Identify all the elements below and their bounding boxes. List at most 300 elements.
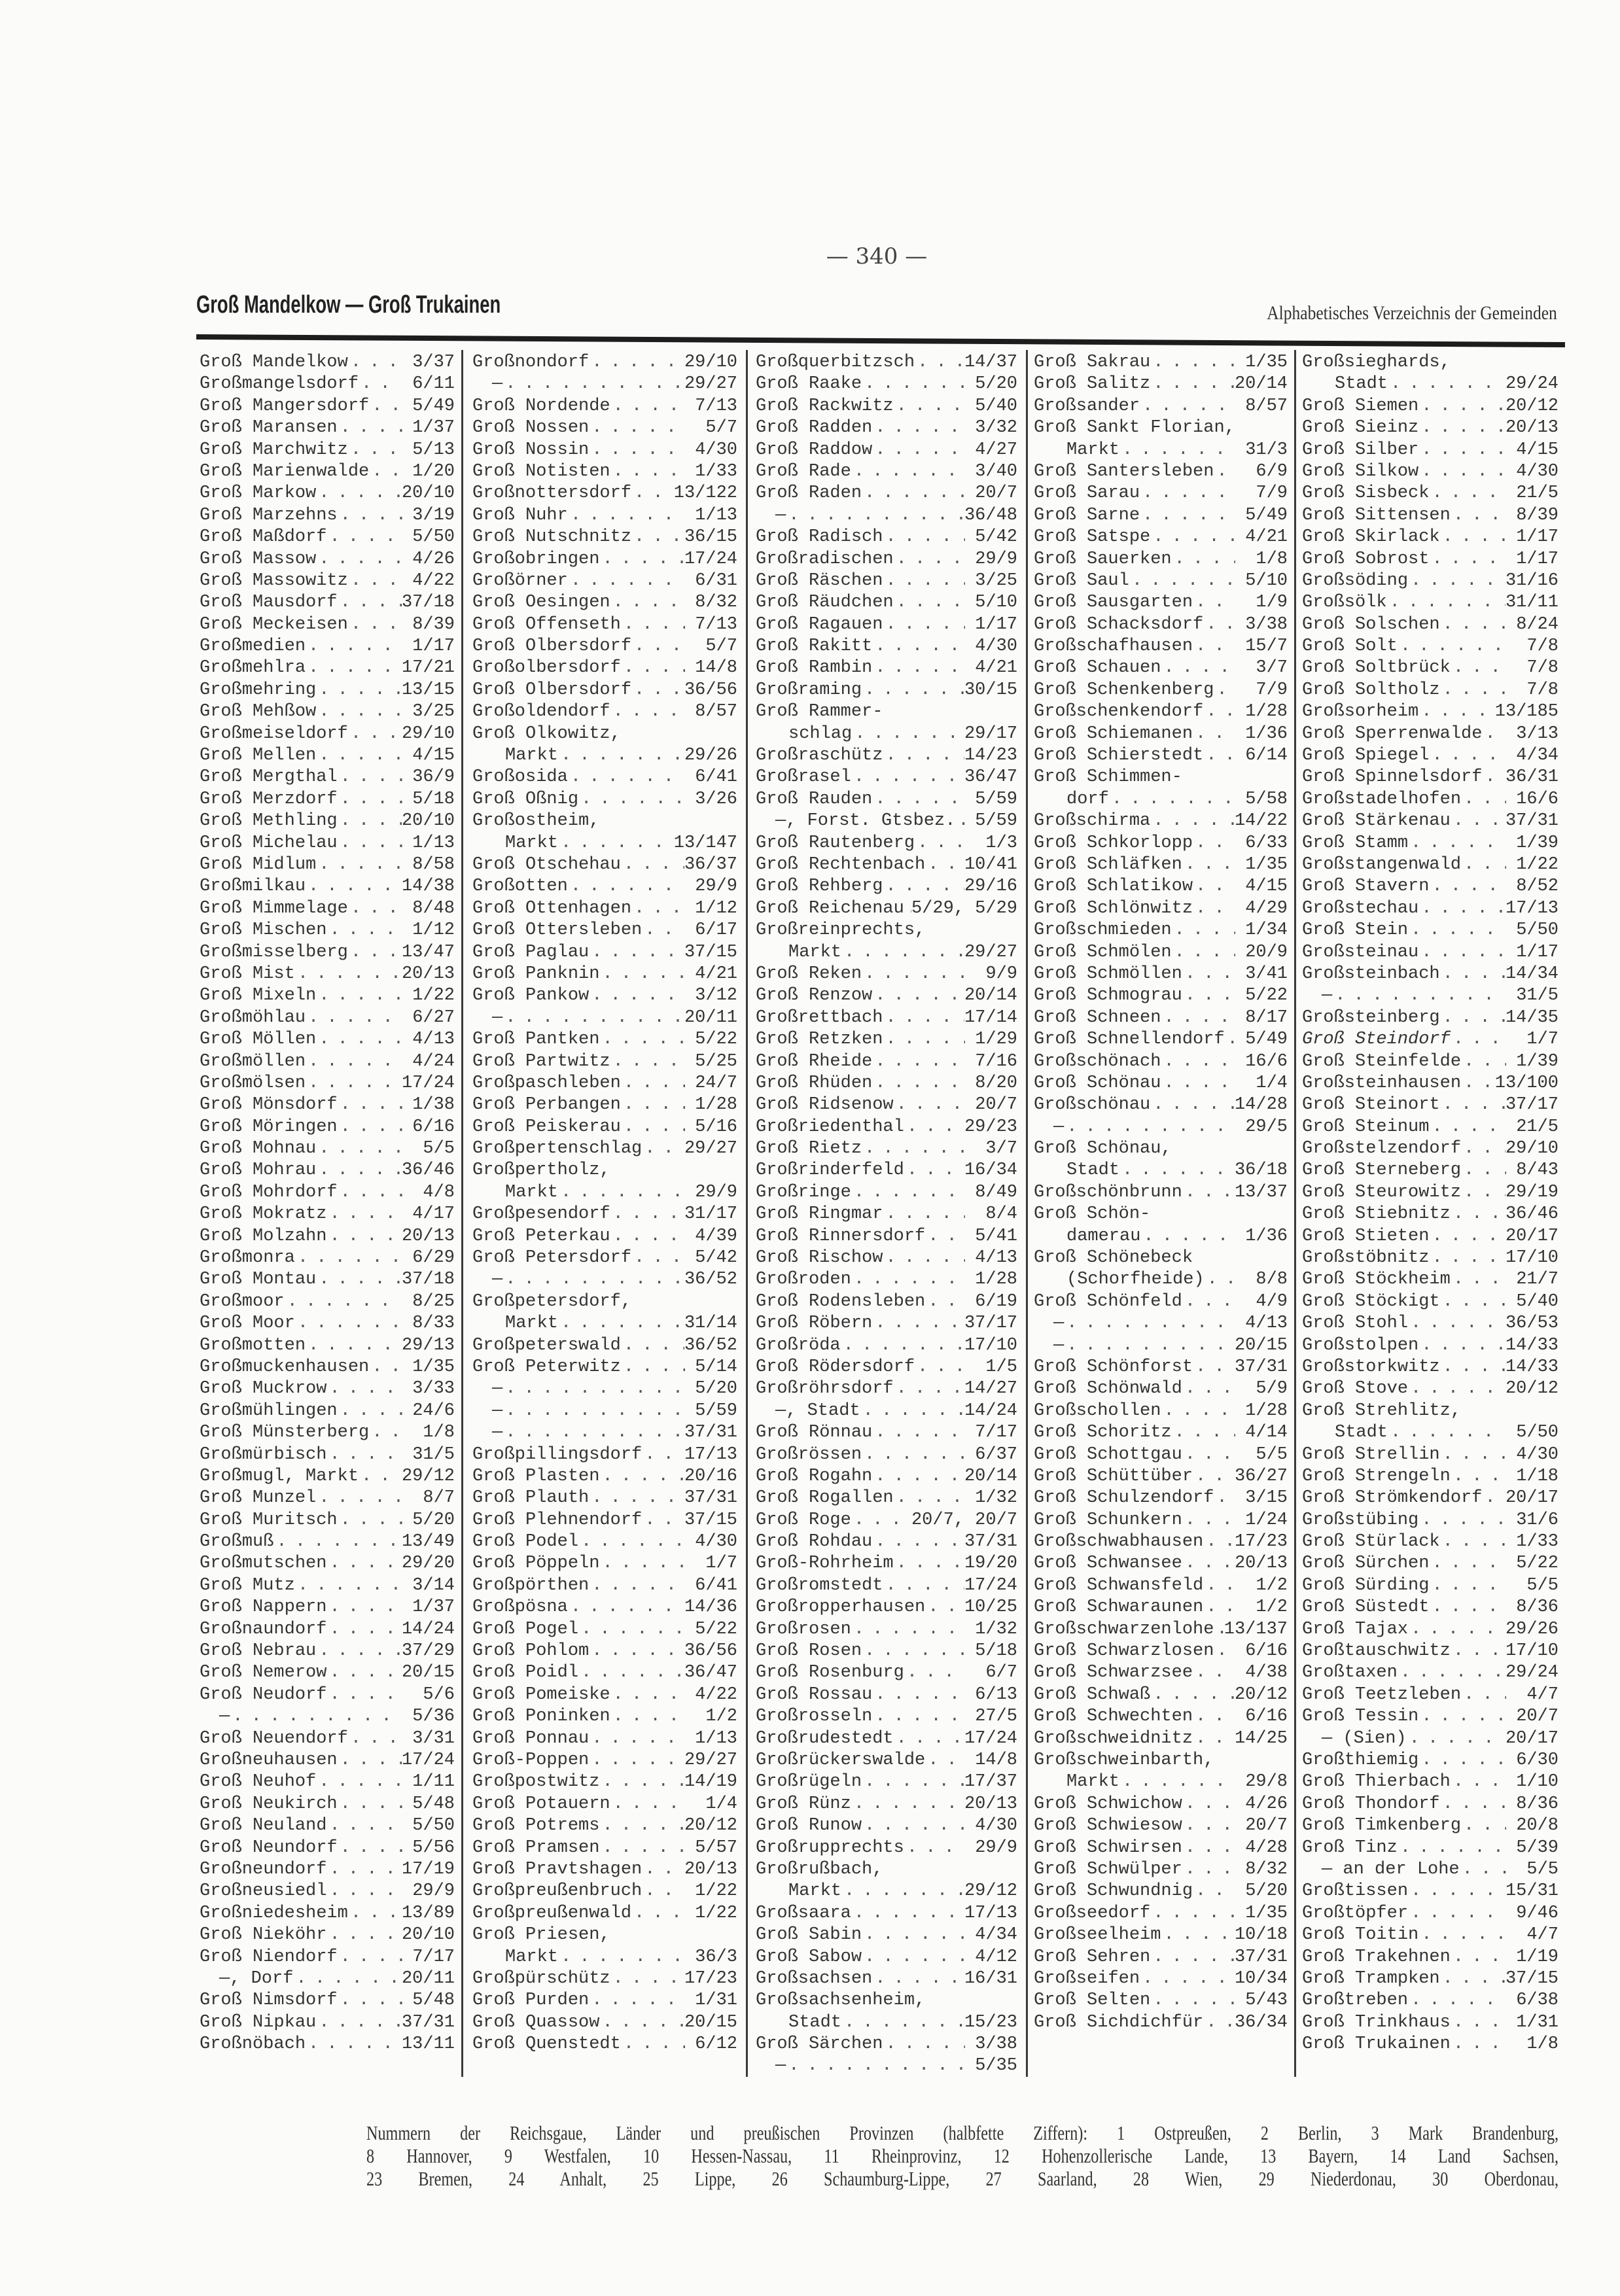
region-reference-number: 5/41 xyxy=(975,1226,1017,1246)
index-entry xyxy=(1302,789,1558,810)
dot-leader xyxy=(610,1051,685,1073)
dot-leader xyxy=(1451,1204,1506,1225)
region-reference-number: 4/15 xyxy=(412,746,455,766)
dot-leader xyxy=(1203,1575,1235,1597)
region-reference-number: 4/26 xyxy=(1245,1794,1288,1814)
index-entry xyxy=(1302,1400,1558,1422)
dot-leader xyxy=(883,570,965,592)
place-name: Großtissen xyxy=(1302,1881,1409,1902)
index-entry xyxy=(756,505,1017,527)
index-entry xyxy=(756,1859,1017,1881)
region-reference-number: 20/13 xyxy=(401,964,455,984)
index-entry xyxy=(1034,833,1288,854)
place-name: Groß Renzow xyxy=(756,986,873,1006)
index-entry xyxy=(756,1750,1017,1771)
place-name: Großsaara xyxy=(756,1903,851,1923)
index-entry xyxy=(472,1487,737,1509)
dot-leader xyxy=(1172,1422,1235,1444)
region-reference-number: 20/13 xyxy=(401,1226,455,1246)
dot-leader xyxy=(642,1138,684,1160)
region-reference-number: 14/38 xyxy=(401,877,455,897)
dot-leader xyxy=(872,1466,964,1487)
index-entry xyxy=(756,1924,1017,1946)
index-entry-continuation xyxy=(1034,440,1288,461)
region-reference-number: 5/39 xyxy=(1516,1837,1558,1858)
place-name: Großschenkendorf xyxy=(1034,702,1204,722)
place-name: Groß Rackwitz xyxy=(756,396,894,416)
dot-leader xyxy=(1461,789,1506,810)
place-name: Groß Rammer- xyxy=(756,702,883,722)
region-reference-number: 5/48 xyxy=(412,1991,455,2011)
place-name: Groß Rönnau xyxy=(756,1423,873,1443)
index-entry xyxy=(472,1990,737,2011)
index-entry xyxy=(1302,1291,1558,1313)
place-name: Großpreußenbruch xyxy=(472,1881,643,1902)
dot-leader xyxy=(359,374,402,395)
index-entry xyxy=(472,1378,737,1400)
dot-leader xyxy=(1119,1160,1235,1181)
region-reference-number: 29/27 xyxy=(964,942,1017,962)
place-name: Groß Stöckheim xyxy=(1302,1270,1451,1290)
region-reference-number: 1/37 xyxy=(412,1597,455,1618)
dot-leader xyxy=(589,1990,685,2011)
dot-leader xyxy=(1109,789,1235,810)
region-reference-number: 4/27 xyxy=(975,440,1017,460)
index-entry xyxy=(472,920,737,941)
index-entry xyxy=(472,352,737,374)
place-name: Groß Pomeiske xyxy=(472,1684,610,1705)
place-name: Groß Ridsenow xyxy=(756,1095,894,1115)
index-entry xyxy=(1302,1313,1558,1334)
place-name: Groß Otschehau xyxy=(472,854,621,875)
region-reference-number: 36/56 xyxy=(684,1641,737,1661)
place-name: Großneuhausen xyxy=(200,1750,338,1770)
place-name: Groß Strömkendorf xyxy=(1302,1488,1483,1508)
place-name: Groß Steindorf xyxy=(1302,1030,1451,1050)
region-reference-number: 17/14 xyxy=(964,1007,1017,1028)
region-reference-number: 20/12 xyxy=(1234,1684,1288,1705)
index-entry xyxy=(200,1815,455,1837)
index-entry xyxy=(200,1051,455,1073)
region-reference-number: 6/11 xyxy=(412,374,455,394)
dot-leader xyxy=(306,657,402,679)
index-entry xyxy=(1302,1881,1558,1902)
index-entry xyxy=(1034,1728,1288,1750)
place-name: Großmangelsdorf xyxy=(200,374,359,394)
dot-leader xyxy=(872,985,964,1007)
region-reference-number: 14/8 xyxy=(975,1750,1017,1770)
index-entry xyxy=(756,527,1017,548)
region-reference-number: 1/22 xyxy=(412,986,455,1006)
region-reference-number: 3/7 xyxy=(985,1139,1017,1159)
dot-leader xyxy=(851,767,964,788)
dot-leader xyxy=(1440,614,1506,636)
index-entry xyxy=(1034,1619,1288,1641)
region-reference-number: 37/31 xyxy=(1234,1357,1288,1377)
index-column-5 xyxy=(1302,352,1558,2055)
dot-leader xyxy=(1440,1444,1506,1466)
place-name: Groß Steinort xyxy=(1302,1095,1440,1115)
place-name: Groß Rohdau xyxy=(756,1532,873,1552)
index-entry xyxy=(756,1728,1017,1750)
place-name: Groß Rheide xyxy=(756,1051,873,1071)
place-name: Großschmieden xyxy=(1034,920,1172,941)
place-name: Groß Nordende xyxy=(472,396,610,416)
index-entry xyxy=(1302,1204,1558,1225)
dot-leader xyxy=(883,1007,964,1029)
place-name: Groß Ponnau xyxy=(472,1728,590,1748)
index-entry xyxy=(756,1269,1017,1291)
place-name: Groß Mist xyxy=(200,964,295,984)
index-entry-continuation xyxy=(472,1182,737,1204)
index-entry xyxy=(472,1138,737,1160)
index-entry xyxy=(472,1269,737,1291)
region-reference-number: 36/46 xyxy=(1505,1204,1558,1225)
place-name: Groß Stärkenau xyxy=(1302,811,1451,831)
place-name: — xyxy=(775,2056,786,2076)
place-name: Groß Spiegel xyxy=(1302,746,1430,766)
index-entry xyxy=(1302,505,1558,527)
index-entry xyxy=(1302,1684,1558,1706)
index-entry xyxy=(200,1597,455,1618)
index-entry xyxy=(1302,745,1558,767)
index-entry xyxy=(756,1400,1017,1422)
dot-leader xyxy=(1418,1335,1506,1357)
dot-leader xyxy=(306,1335,402,1357)
index-entry xyxy=(756,680,1017,701)
place-name: Großosida xyxy=(472,767,568,788)
index-entry xyxy=(200,483,455,504)
place-name: Groß Schkorlopp xyxy=(1034,833,1193,853)
dot-leader xyxy=(1461,1160,1506,1181)
dot-leader xyxy=(558,1947,685,1968)
place-name: Groß Solschen xyxy=(1302,614,1440,635)
index-entry xyxy=(1302,1903,1558,1924)
index-entry xyxy=(200,1073,455,1094)
dot-leader xyxy=(568,570,685,592)
dot-leader xyxy=(1193,1357,1235,1378)
place-name: Groß Reichenau xyxy=(756,898,904,918)
dot-leader xyxy=(1332,985,1506,1007)
place-name: Groß Raake xyxy=(756,374,862,394)
dot-leader xyxy=(338,1990,402,2011)
index-entry xyxy=(1034,1204,1288,1225)
index-entry xyxy=(1034,1924,1288,1946)
region-reference-number: 1/7 xyxy=(705,1554,737,1574)
index-entry xyxy=(472,1029,737,1051)
dot-leader xyxy=(883,1029,965,1051)
place-name-suffix: schlag xyxy=(788,723,853,744)
region-reference-number: 10/41 xyxy=(964,854,1017,875)
region-reference-number: 5/42 xyxy=(975,527,1017,548)
index-entry xyxy=(472,549,737,570)
index-entry xyxy=(756,1073,1017,1094)
dot-leader xyxy=(599,549,684,570)
region-reference-number: 5/40 xyxy=(1516,1291,1558,1312)
dot-leader xyxy=(1429,876,1506,897)
place-name: Groß Schierstedt xyxy=(1034,746,1204,766)
index-entry xyxy=(200,1641,455,1662)
place-name: Groß Nuhr xyxy=(472,505,568,525)
region-reference-number: 4/21 xyxy=(695,964,737,984)
place-name: Groß Purden xyxy=(472,1991,590,2011)
dot-leader xyxy=(883,614,965,636)
region-reference-number: 13/37 xyxy=(1234,1182,1288,1202)
place-name: Groß Schwichow xyxy=(1034,1794,1182,1814)
place-name: Groß Neuendorf xyxy=(200,1728,348,1748)
place-name-suffix: Markt xyxy=(1066,440,1120,460)
region-reference-number: 36/37 xyxy=(684,854,737,875)
dot-leader xyxy=(1460,1859,1506,1881)
region-reference-number: 5/59 xyxy=(695,1400,737,1421)
index-entry xyxy=(756,767,1017,788)
index-entry-continuation xyxy=(756,2012,1017,2034)
index-entry xyxy=(1302,352,1558,374)
dot-leader xyxy=(1407,1728,1506,1750)
index-entry xyxy=(200,1400,455,1422)
place-name: —, Dorf xyxy=(219,1968,294,1989)
place-name: Großneundorf xyxy=(200,1859,327,1879)
index-entry xyxy=(756,1444,1017,1466)
dot-leader xyxy=(621,854,684,876)
region-reference-number: 8/24 xyxy=(1516,614,1558,635)
dot-leader xyxy=(589,1575,685,1597)
place-name: Großtreben xyxy=(1302,1991,1409,2011)
index-entry xyxy=(1034,1357,1288,1378)
dot-leader xyxy=(338,1094,402,1116)
region-reference-number: 14/33 xyxy=(1505,1335,1558,1355)
dot-leader xyxy=(338,789,402,810)
index-entry xyxy=(1034,680,1288,701)
place-name-suffix: Markt xyxy=(1066,1772,1120,1792)
region-reference-number: 7/13 xyxy=(695,396,737,416)
region-reference-number: 20/13 xyxy=(684,1859,737,1879)
index-entry xyxy=(200,942,455,964)
place-name: Groß Schwansee xyxy=(1034,1554,1182,1574)
region-reference-number: 20/11 xyxy=(401,1968,455,1989)
region-reference-number: 3/38 xyxy=(975,2034,1017,2055)
region-reference-number: 14/25 xyxy=(1234,1728,1288,1748)
dot-leader xyxy=(295,1247,402,1269)
place-name: Großpörthen xyxy=(472,1575,590,1595)
index-entry xyxy=(756,964,1017,985)
place-name: Großrupprechts xyxy=(756,1837,904,1858)
region-reference-number: 20/7 xyxy=(975,1095,1017,1115)
index-entry xyxy=(756,1662,1017,1684)
region-reference-number: 3/33 xyxy=(412,1379,455,1399)
place-name: —, Stadt xyxy=(775,1400,860,1421)
dot-leader xyxy=(1418,1750,1506,1771)
region-reference-number: 6/41 xyxy=(695,767,737,788)
place-name: Groß Schwaraunen xyxy=(1034,1597,1204,1618)
index-entry xyxy=(756,1641,1017,1662)
region-reference-number: 9/46 xyxy=(1516,1903,1558,1923)
footer-line: 23 Bremen, 24 Anhalt, 25 Lippe, 26 Schaumburg-Lippe, 27 Saarland, 28 Wien, 29 Niederdonau, 30 Oberdonau, xyxy=(366,2167,1559,2190)
index-entry xyxy=(472,1903,737,1924)
index-entry xyxy=(200,1510,455,1531)
place-name: Großmehring xyxy=(200,680,317,700)
region-reference-number: 15/31 xyxy=(1505,1881,1558,1902)
index-entry xyxy=(1034,1378,1288,1400)
region-reference-number: 6/29 xyxy=(412,1248,455,1268)
place-name: Groß Steinfelde xyxy=(1302,1051,1462,1071)
region-reference-number: 29/26 xyxy=(1505,1619,1558,1639)
dot-leader xyxy=(316,985,402,1007)
place-name: Groß Raden xyxy=(756,483,862,504)
place-name: Groß Schimmen- xyxy=(1034,767,1182,788)
index-entry xyxy=(756,1968,1017,1990)
place-name: Großmedien xyxy=(200,636,306,657)
region-reference-number: 4/15 xyxy=(1245,877,1288,897)
place-name: Groß Salitz xyxy=(1034,374,1151,394)
dot-leader xyxy=(338,592,402,614)
place-name: Groß Rautenberg xyxy=(756,833,915,853)
dot-leader xyxy=(589,985,685,1007)
index-entry xyxy=(200,1990,455,2011)
dot-leader xyxy=(955,810,965,832)
region-reference-number: 5/57 xyxy=(695,1837,737,1858)
index-entry xyxy=(1034,657,1288,679)
dot-leader xyxy=(631,527,684,548)
index-entry xyxy=(1302,1487,1558,1509)
index-entry xyxy=(472,789,737,810)
place-name: Groß Toitin xyxy=(1302,1925,1419,1945)
region-reference-number: 9/9 xyxy=(985,964,1017,984)
region-reference-number: 5/10 xyxy=(1245,570,1288,591)
region-reference-number: 6/14 xyxy=(1245,746,1288,766)
index-entry xyxy=(472,1160,737,1181)
dot-leader xyxy=(1150,527,1235,548)
region-reference-number: 29/27 xyxy=(684,1139,737,1159)
region-reference-number: 17/13 xyxy=(964,1903,1017,1923)
index-entry xyxy=(200,1313,455,1334)
index-entry xyxy=(200,396,455,417)
place-name: Groß Soltholz xyxy=(1302,680,1440,700)
place-name-suffix: Markt xyxy=(505,746,559,766)
place-name: Groß Sausgarten xyxy=(1034,593,1193,613)
dot-leader xyxy=(326,1226,402,1247)
region-reference-number: 3/38 xyxy=(1245,614,1288,635)
footer-line: Nummern der Reichsgaue, Länder und preußischen Provinzen (halbfette Ziffern): 1 Ostpreußen, 2 Berlin, 3 Mark Brandenburg, xyxy=(366,2121,1559,2144)
region-reference-number: 1/8 xyxy=(1256,549,1288,569)
region-reference-number: 29/26 xyxy=(684,746,737,766)
dot-leader xyxy=(1150,1990,1235,2011)
dot-leader xyxy=(1161,1051,1235,1073)
region-reference-number: 6/7 xyxy=(985,1663,1017,1683)
index-entry xyxy=(1302,1728,1558,1750)
region-reference-number: 1/22 xyxy=(695,1881,737,1902)
index-entry xyxy=(756,636,1017,657)
dot-leader xyxy=(872,1422,965,1444)
index-entry xyxy=(472,1597,737,1618)
column-divider xyxy=(461,350,463,2077)
index-entry xyxy=(472,1750,737,1771)
region-reference-number: 5/50 xyxy=(1516,1423,1558,1443)
place-name: Großstangenwald xyxy=(1302,854,1462,875)
dot-leader xyxy=(295,964,402,985)
dot-leader xyxy=(841,2012,964,2034)
dot-leader xyxy=(306,1007,402,1029)
region-reference-number: 21/5 xyxy=(1516,483,1558,504)
dot-leader xyxy=(1429,1117,1506,1138)
place-name: — xyxy=(1053,1335,1065,1355)
dot-leader xyxy=(1418,1706,1506,1728)
index-entry xyxy=(1302,1968,1558,1990)
place-name: Groß Rauden xyxy=(756,789,873,809)
index-entry xyxy=(1034,483,1288,504)
index-entry xyxy=(472,1510,737,1531)
index-entry xyxy=(200,1794,455,1815)
place-name: Groß Räschen xyxy=(756,570,883,591)
region-reference-number: 20/7 xyxy=(1245,1816,1288,1836)
place-name: Groß Schulzendorf xyxy=(1034,1488,1214,1508)
place-name: Großmöhlau xyxy=(200,1007,306,1028)
index-entry xyxy=(756,461,1017,483)
place-name: Groß Schönfeld xyxy=(1034,1291,1182,1312)
region-reference-number: 4/12 xyxy=(975,1947,1017,1967)
dot-leader xyxy=(1193,1881,1235,1902)
place-name: Großtauschwitz xyxy=(1302,1641,1451,1661)
place-name: Großromstedt xyxy=(756,1575,883,1595)
place-name: Groß Nimsdorf xyxy=(200,1991,338,2011)
region-reference-number: 4/21 xyxy=(1245,527,1288,548)
region-reference-number: 37/17 xyxy=(1505,1095,1558,1115)
index-entry xyxy=(1302,1182,1558,1204)
dot-leader xyxy=(1064,1335,1235,1357)
index-entry xyxy=(1302,1794,1558,1815)
place-name: Groß Mohrau xyxy=(200,1160,317,1181)
dot-leader xyxy=(631,1903,685,1924)
index-entry xyxy=(1034,1422,1288,1444)
region-reference-number: 3/14 xyxy=(412,1575,455,1595)
region-reference-number: 20/16 xyxy=(684,1466,737,1486)
index-entry xyxy=(1302,1029,1558,1051)
region-reference-number: 4/13 xyxy=(412,1030,455,1050)
place-name: Großpaschleben xyxy=(472,1073,621,1093)
dot-leader xyxy=(1129,570,1235,592)
index-entry xyxy=(1302,920,1558,941)
dot-leader xyxy=(872,1051,965,1073)
region-reference-number: 29/20 xyxy=(401,1554,455,1574)
dot-leader xyxy=(872,1706,965,1728)
dot-leader xyxy=(1182,1815,1235,1837)
region-reference-number: 13/49 xyxy=(401,1532,455,1552)
index-entry xyxy=(1034,898,1288,920)
dot-leader xyxy=(631,898,685,920)
region-reference-number: 5/22 xyxy=(1516,1554,1558,1574)
dot-leader xyxy=(1203,614,1235,636)
region-reference-number: 4/21 xyxy=(975,658,1017,678)
place-name: Großradischen xyxy=(756,549,894,569)
dot-leader xyxy=(1193,592,1235,614)
region-reference-number: 17/10 xyxy=(1505,1248,1558,1268)
dot-leader xyxy=(1203,745,1235,767)
index-entry xyxy=(1034,1400,1288,1422)
dot-leader xyxy=(1408,920,1506,941)
dot-leader xyxy=(1461,1182,1506,1204)
place-name: Groß Nebrau xyxy=(200,1641,317,1661)
region-reference-number: 1/20 xyxy=(412,461,455,481)
region-reference-number: 10/18 xyxy=(1234,1925,1288,1945)
dot-leader xyxy=(610,1684,685,1706)
index-entry-continuation xyxy=(1034,1160,1288,1181)
index-entry xyxy=(756,701,1017,723)
place-name: Großsteinau xyxy=(1302,942,1419,962)
dot-leader xyxy=(599,1029,685,1051)
dot-leader xyxy=(1193,1706,1235,1728)
place-name: Groß Pogel xyxy=(472,1619,579,1639)
dot-leader xyxy=(786,505,964,527)
